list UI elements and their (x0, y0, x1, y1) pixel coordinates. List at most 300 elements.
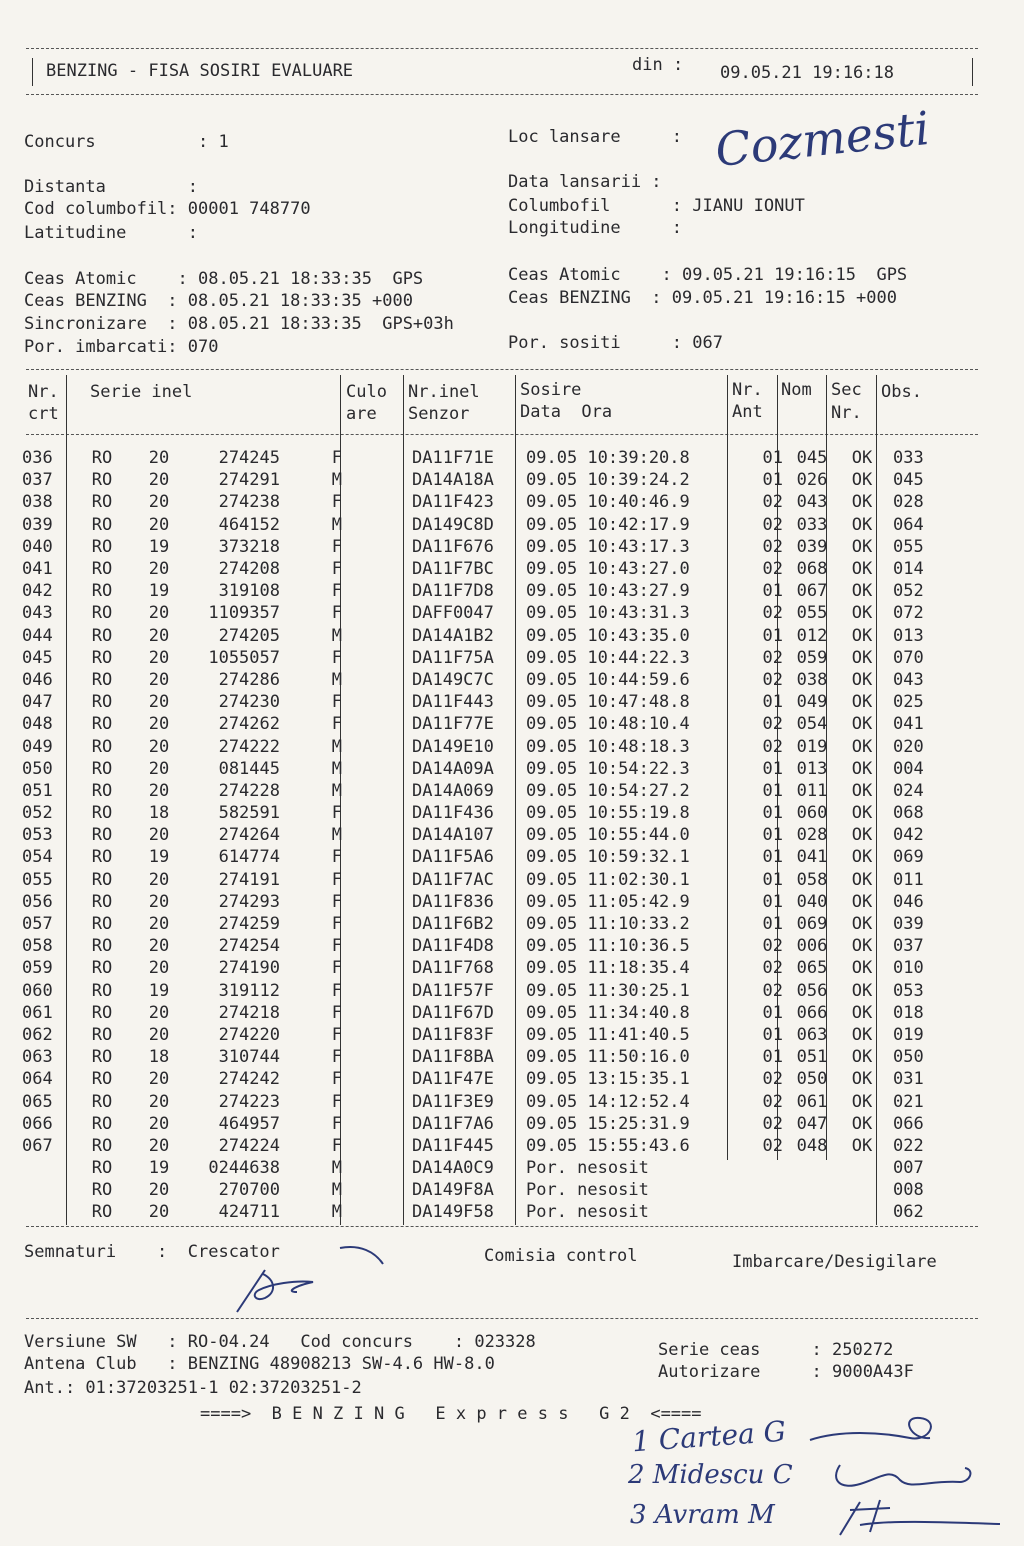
benzing-express-banner: ====> B E N Z I N G E x p r e s s G 2 <==== (200, 1404, 702, 1424)
cell-arrival-time: 09.05 10:43:27.0 (526, 559, 690, 580)
cell-row-number: 060 (22, 980, 53, 1001)
cell-ring-country: RO (91, 559, 113, 580)
cell-color (346, 1113, 408, 1135)
distanta-field: Distanta : (24, 177, 198, 197)
cell-color (346, 1157, 408, 1179)
cell-ring-year: 20 (148, 936, 170, 957)
cell-sensor-id: DA11F836 (412, 891, 494, 912)
cell-color (346, 580, 408, 602)
cell-observation: 069 (893, 847, 924, 868)
cell-nominal: 059 (796, 647, 828, 668)
table-row (22, 1179, 963, 1201)
cell-ring-country: RO (91, 980, 113, 1001)
cell-sensor-id: DA149C7C (412, 669, 494, 690)
cell-arrival-time: 09.05 11:41:40.5 (526, 1024, 690, 1045)
table-header-border (26, 434, 978, 435)
cell-antenna: 01 (762, 1047, 783, 1068)
cell-antenna: 01 (762, 692, 783, 713)
loc-lansare-handwritten: Cozmesti (712, 100, 933, 178)
cell-ring-number: 274218 (218, 1002, 280, 1023)
cell-row-number: 040 (22, 536, 53, 557)
col-header-sosire: Sosire (520, 380, 582, 400)
cell-sex: F (331, 1091, 342, 1112)
cell-sex: M (331, 470, 342, 491)
table-row (22, 558, 963, 580)
cell-antenna: 02 (762, 936, 783, 957)
cell-ring-country: RO (91, 581, 113, 602)
cell-security: OK (851, 958, 873, 979)
cell-observation: 014 (893, 559, 924, 580)
cell-sex: F (331, 869, 342, 890)
cell-nominal: 055 (796, 603, 828, 624)
cell-nominal: 006 (796, 936, 828, 957)
cell-nominal (787, 1201, 837, 1223)
table-row (22, 580, 963, 602)
din-label: din : (632, 55, 684, 75)
table-row (22, 1068, 963, 1090)
cell-ring-year: 20 (148, 1002, 170, 1023)
cell-observation: 028 (893, 492, 924, 513)
cell-ring-number: 274190 (218, 958, 280, 979)
cell-ring-country: RO (91, 714, 113, 735)
table-row (22, 469, 963, 491)
commission-member-1: 1 Cartea G (631, 1414, 787, 1459)
cell-arrival-time: 09.05 11:50:16.0 (526, 1047, 690, 1068)
cell-sensor-id: DA14A107 (412, 825, 494, 846)
cell-color (346, 669, 408, 691)
cell-sex: F (331, 1113, 342, 1134)
cell-sensor-id: DA149F8A (412, 1180, 494, 1201)
cell-arrival-time: 09.05 10:55:19.8 (526, 803, 690, 824)
cell-ring-year: 19 (148, 847, 170, 868)
cell-nominal: 040 (796, 891, 828, 912)
cell-sex: F (331, 1135, 342, 1156)
cell-observation: 052 (893, 581, 924, 602)
table-row (22, 602, 963, 624)
cell-nominal: 049 (796, 692, 828, 713)
cell-ring-country: RO (91, 470, 113, 491)
cell-sex: M (331, 514, 342, 535)
cell-ring-number: 274242 (218, 1069, 280, 1090)
col-header-sec-nr: Nr. (831, 403, 862, 423)
cell-security: OK (851, 1091, 873, 1112)
cell-antenna: 02 (762, 1135, 783, 1156)
cell-ring-number: 274259 (218, 914, 280, 935)
cell-ring-year: 20 (148, 825, 170, 846)
cell-nominal: 066 (796, 1002, 828, 1023)
cell-antenna: 01 (762, 448, 783, 469)
cell-antenna: 01 (762, 869, 783, 890)
cell-security: OK (851, 891, 873, 912)
cell-sex: M (331, 1158, 342, 1179)
cell-ring-country: RO (91, 1158, 113, 1179)
cell-arrival-time: 09.05 10:55:44.0 (526, 825, 690, 846)
cell-ring-year: 20 (148, 758, 170, 779)
cell-security: OK (851, 847, 873, 868)
cell-sex: F (331, 448, 342, 469)
cell-antenna: 02 (762, 492, 783, 513)
cell-nominal: 063 (796, 1024, 828, 1045)
cell-security: OK (851, 448, 873, 469)
cell-observation: 043 (893, 669, 924, 690)
cell-nominal: 065 (796, 958, 828, 979)
cell-observation: 070 (893, 647, 924, 668)
cell-ring-year: 20 (148, 891, 170, 912)
cell-observation: 033 (893, 448, 924, 469)
cell-ring-country: RO (91, 1113, 113, 1134)
cell-ring-year: 20 (148, 514, 170, 535)
cell-sex: F (331, 603, 342, 624)
cell-sex: M (331, 780, 342, 801)
cell-ring-number: 274254 (218, 936, 280, 957)
cell-row-number (22, 1157, 66, 1179)
cell-ring-country: RO (91, 536, 113, 557)
table-row (22, 1090, 963, 1112)
cell-ring-year: 20 (148, 647, 170, 668)
cell-row-number: 049 (22, 736, 53, 757)
cell-security: OK (851, 536, 873, 557)
cell-ring-country: RO (91, 669, 113, 690)
cod-columbofil-field: Cod columbofil: 00001 748770 (24, 199, 311, 219)
cell-ring-year: 20 (148, 692, 170, 713)
cell-security: OK (851, 714, 873, 735)
por-sositi-field: Por. sositi : 067 (508, 333, 723, 353)
cell-color (346, 913, 408, 935)
cell-nominal: 039 (796, 536, 828, 557)
cell-sensor-id: DA11F3E9 (412, 1091, 494, 1112)
cell-sex: F (331, 1002, 342, 1023)
cell-ring-country: RO (91, 625, 113, 646)
cell-arrival-time: 09.05 10:44:22.3 (526, 647, 690, 668)
cell-observation: 031 (893, 1069, 924, 1090)
cell-sex: F (331, 692, 342, 713)
cell-ring-country: RO (91, 869, 113, 890)
cell-sensor-id: DA11F445 (412, 1135, 494, 1156)
cell-sex: F (331, 847, 342, 868)
header-top-border (26, 48, 978, 49)
cell-sensor-id: DA11F67D (412, 1002, 494, 1023)
cell-ring-number: 274293 (218, 891, 280, 912)
cell-security: OK (851, 914, 873, 935)
cell-sex: M (331, 1180, 342, 1201)
cell-antenna: 01 (762, 581, 783, 602)
cell-ring-number: 274245 (218, 448, 280, 469)
cell-arrival-time: 09.05 13:15:35.1 (526, 1069, 690, 1090)
cell-row-number: 055 (22, 869, 53, 890)
cell-sex: F (331, 559, 342, 580)
col-header-nr-inel: Nr.inel (408, 382, 480, 402)
cell-ring-number: 0244638 (208, 1158, 280, 1179)
cell-ring-year: 20 (148, 714, 170, 735)
cell-ring-number: 274224 (218, 1135, 280, 1156)
cell-row-number: 067 (22, 1135, 53, 1156)
cell-row-number: 051 (22, 780, 53, 801)
cell-arrival-time: 09.05 10:43:17.3 (526, 536, 690, 557)
cell-security: OK (851, 470, 873, 491)
crescator-signature (225, 1240, 395, 1320)
cell-ring-year: 19 (148, 581, 170, 602)
cell-antenna: 02 (762, 559, 783, 580)
cell-color (346, 1179, 408, 1201)
cell-color (346, 1046, 408, 1068)
cell-antenna: 02 (762, 1113, 783, 1134)
cell-antenna: 01 (762, 470, 783, 491)
cell-security: OK (851, 492, 873, 513)
imbarcare-label: Imbarcare/Desigilare (732, 1252, 937, 1272)
cell-arrival-time: 09.05 10:42:17.9 (526, 514, 690, 535)
cell-color (346, 536, 408, 558)
cell-sensor-id: DA11F8BA (412, 1047, 494, 1068)
cell-ring-country: RO (91, 891, 113, 912)
table-row (22, 980, 963, 1002)
versiune-sw-line: Versiune SW : RO-04.24 Cod concurs : 023328 (24, 1332, 536, 1352)
cell-ring-country: RO (91, 603, 113, 624)
cell-sensor-id: DA14A18A (412, 470, 494, 491)
commission-member-2: 2 Midescu C (628, 1460, 793, 1490)
cell-ring-country: RO (91, 1002, 113, 1023)
cell-arrival-time: 09.05 11:10:33.2 (526, 914, 690, 935)
cell-nominal: 041 (796, 847, 828, 868)
cell-color (346, 558, 408, 580)
cell-sensor-id: DA11F4D8 (412, 936, 494, 957)
col-header-culo: Culo (346, 382, 387, 402)
cell-arrival-time: Por. nesosit (526, 1202, 649, 1223)
cell-color (346, 735, 408, 757)
cell-sex: M (331, 1202, 342, 1223)
table-row (22, 1157, 963, 1179)
cell-ring-country: RO (91, 448, 113, 469)
cell-sex: F (331, 936, 342, 957)
document-title: BENZING - FISA SOSIRI EVALUARE (46, 61, 354, 81)
cell-observation: 008 (893, 1180, 924, 1201)
cell-nominal: 058 (796, 869, 828, 890)
cell-ring-year: 20 (148, 1024, 170, 1045)
cell-ring-year: 20 (148, 470, 170, 491)
cell-ring-year: 20 (148, 448, 170, 469)
cell-row-number: 064 (22, 1069, 53, 1090)
cell-ring-number: 274238 (218, 492, 280, 513)
print-datetime: 09.05.21 19:16:18 (720, 63, 894, 83)
cell-ring-year: 20 (148, 1202, 170, 1223)
footer-border (26, 1318, 978, 1319)
cell-ring-year: 20 (148, 736, 170, 757)
cell-color (346, 514, 408, 536)
cell-nominal: 068 (796, 559, 828, 580)
cell-security: OK (851, 514, 873, 535)
table-top-border (26, 369, 978, 370)
cell-sex: F (331, 958, 342, 979)
cell-security: OK (851, 1113, 873, 1134)
cell-ring-country: RO (91, 936, 113, 957)
cell-color (346, 1090, 408, 1112)
cell-ring-number: 274208 (218, 559, 280, 580)
cell-security: OK (851, 825, 873, 846)
col-header-obs: Obs. (881, 382, 922, 402)
cell-row-number: 046 (22, 669, 53, 690)
cell-ring-year: 20 (148, 625, 170, 646)
col-header-ant: Ant (732, 402, 763, 422)
cell-sex: F (331, 914, 342, 935)
cell-nominal (787, 1179, 837, 1201)
table-row (22, 957, 963, 979)
cell-color (346, 1068, 408, 1090)
cell-ring-number: 274220 (218, 1024, 280, 1045)
antena-club-line: Antena Club : BENZING 48908213 SW-4.6 HW-8.0 (24, 1354, 495, 1374)
cell-antenna: 01 (762, 825, 783, 846)
table-row (22, 1024, 963, 1046)
cell-row-number: 052 (22, 803, 53, 824)
cell-ring-number: 319112 (218, 980, 280, 1001)
cell-row-number: 037 (22, 470, 53, 491)
arrivals-table-body (22, 447, 963, 1224)
cell-nominal: 069 (796, 914, 828, 935)
cell-ring-country: RO (91, 780, 113, 801)
cell-observation: 066 (893, 1113, 924, 1134)
cell-sex: F (331, 492, 342, 513)
cell-sensor-id: DA149C8D (412, 514, 494, 535)
cell-arrival-time: 09.05 10:43:27.9 (526, 581, 690, 602)
table-row (22, 913, 963, 935)
cell-color (346, 846, 408, 868)
cell-arrival-time: 09.05 11:18:35.4 (526, 958, 690, 979)
cell-color (346, 802, 408, 824)
columbofil-field: Columbofil : JIANU IONUT (508, 196, 805, 216)
cell-nominal: 050 (796, 1069, 828, 1090)
ceas-atomic-end: Ceas Atomic : 09.05.21 19:16:15 GPS (508, 265, 908, 285)
cell-observation: 011 (893, 869, 924, 890)
cell-observation: 042 (893, 825, 924, 846)
cell-security: OK (851, 803, 873, 824)
cell-sensor-id: DA11F77E (412, 714, 494, 735)
cell-sensor-id: DA11F443 (412, 692, 494, 713)
cell-arrival-time: 09.05 10:54:27.2 (526, 780, 690, 801)
cell-ring-number: 614774 (218, 847, 280, 868)
longitudine-field: Longitudine : (508, 218, 682, 238)
cell-ring-number: 319108 (218, 581, 280, 602)
cell-ring-number: 274191 (218, 869, 280, 890)
cell-security: OK (851, 758, 873, 779)
cell-sex: F (331, 581, 342, 602)
cell-antenna: 01 (762, 625, 783, 646)
ant-line: Ant.: 01:37203251-1 02:37203251-2 (24, 1378, 362, 1398)
cell-sex: F (331, 980, 342, 1001)
cell-color (346, 447, 408, 469)
cell-ring-number: 274291 (218, 470, 280, 491)
cell-antenna: 02 (762, 980, 783, 1001)
cell-color (346, 758, 408, 780)
cell-ring-year: 19 (148, 536, 170, 557)
table-row (22, 1135, 963, 1157)
table-row (22, 824, 963, 846)
cell-row-number: 063 (22, 1047, 53, 1068)
cell-security (837, 1179, 887, 1201)
cell-arrival-time: 09.05 10:39:24.2 (526, 470, 690, 491)
table-row (22, 846, 963, 868)
cell-ring-year: 20 (148, 958, 170, 979)
cell-sex: F (331, 1024, 342, 1045)
cell-ring-year: 20 (148, 780, 170, 801)
cell-antenna: 02 (762, 736, 783, 757)
table-row (22, 713, 963, 735)
cell-ring-country: RO (91, 847, 113, 868)
cell-nominal: 067 (796, 581, 828, 602)
cell-ring-year: 20 (148, 1180, 170, 1201)
cell-color (346, 891, 408, 913)
cell-ring-country: RO (91, 758, 113, 779)
cell-row-number: 053 (22, 825, 53, 846)
cell-security: OK (851, 603, 873, 624)
cell-security: OK (851, 669, 873, 690)
ceas-atomic-start: Ceas Atomic : 08.05.21 18:33:35 GPS (24, 269, 424, 289)
cell-sex: M (331, 758, 342, 779)
cell-nominal: 048 (796, 1135, 828, 1156)
cell-observation: 020 (893, 736, 924, 757)
cell-antenna: 01 (762, 1024, 783, 1045)
cell-arrival-time: 09.05 10:54:22.3 (526, 758, 690, 779)
cell-arrival-time: 09.05 10:59:32.1 (526, 847, 690, 868)
cell-row-number: 050 (22, 758, 53, 779)
cell-color (346, 1201, 408, 1223)
table-row (22, 758, 963, 780)
cell-ring-country: RO (91, 736, 113, 757)
cell-observation: 007 (893, 1158, 924, 1179)
cell-ring-year: 20 (148, 1091, 170, 1112)
cell-color (346, 980, 408, 1002)
cell-ring-country: RO (91, 1069, 113, 1090)
cell-antenna: 02 (762, 536, 783, 557)
cell-sensor-id: DA11F6B2 (412, 914, 494, 935)
concurs-field: Concurs : 1 (24, 132, 229, 152)
cell-nominal: 043 (796, 492, 828, 513)
cell-antenna: 01 (762, 891, 783, 912)
cell-ring-year: 20 (148, 559, 170, 580)
cell-row-number: 058 (22, 936, 53, 957)
cell-antenna: 01 (762, 758, 783, 779)
cell-security: OK (851, 581, 873, 602)
cell-arrival-time: 09.05 11:02:30.1 (526, 869, 690, 890)
cell-sex: F (331, 647, 342, 668)
cell-ring-country: RO (91, 1180, 113, 1201)
cell-ring-country: RO (91, 825, 113, 846)
col-header-serie-inel: Serie inel (90, 382, 193, 402)
cell-row-number (22, 1179, 66, 1201)
cell-arrival-time: 09.05 10:43:35.0 (526, 625, 690, 646)
cell-row-number: 054 (22, 847, 53, 868)
cell-color (346, 602, 408, 624)
cell-ring-number: 274223 (218, 1091, 280, 1112)
cell-security: OK (851, 1135, 873, 1156)
cell-sex: F (331, 714, 342, 735)
cell-row-number: 047 (22, 692, 53, 713)
cell-observation: 053 (893, 980, 924, 1001)
cell-ring-number: 274205 (218, 625, 280, 646)
cell-ring-country: RO (91, 803, 113, 824)
latitudine-field: Latitudine : (24, 223, 198, 243)
comisia-control-label: Comisia control (484, 1246, 638, 1266)
cell-ring-country: RO (91, 1135, 113, 1156)
cell-security: OK (851, 980, 873, 1001)
cell-security: OK (851, 869, 873, 890)
table-row (22, 1201, 963, 1223)
cell-antenna (731, 1179, 787, 1201)
cell-color (346, 1002, 408, 1024)
cell-observation: 039 (893, 914, 924, 935)
cell-color (346, 780, 408, 802)
cell-row-number: 057 (22, 914, 53, 935)
cell-ring-year: 20 (148, 1135, 170, 1156)
cell-row-number: 042 (22, 581, 53, 602)
table-row (22, 780, 963, 802)
